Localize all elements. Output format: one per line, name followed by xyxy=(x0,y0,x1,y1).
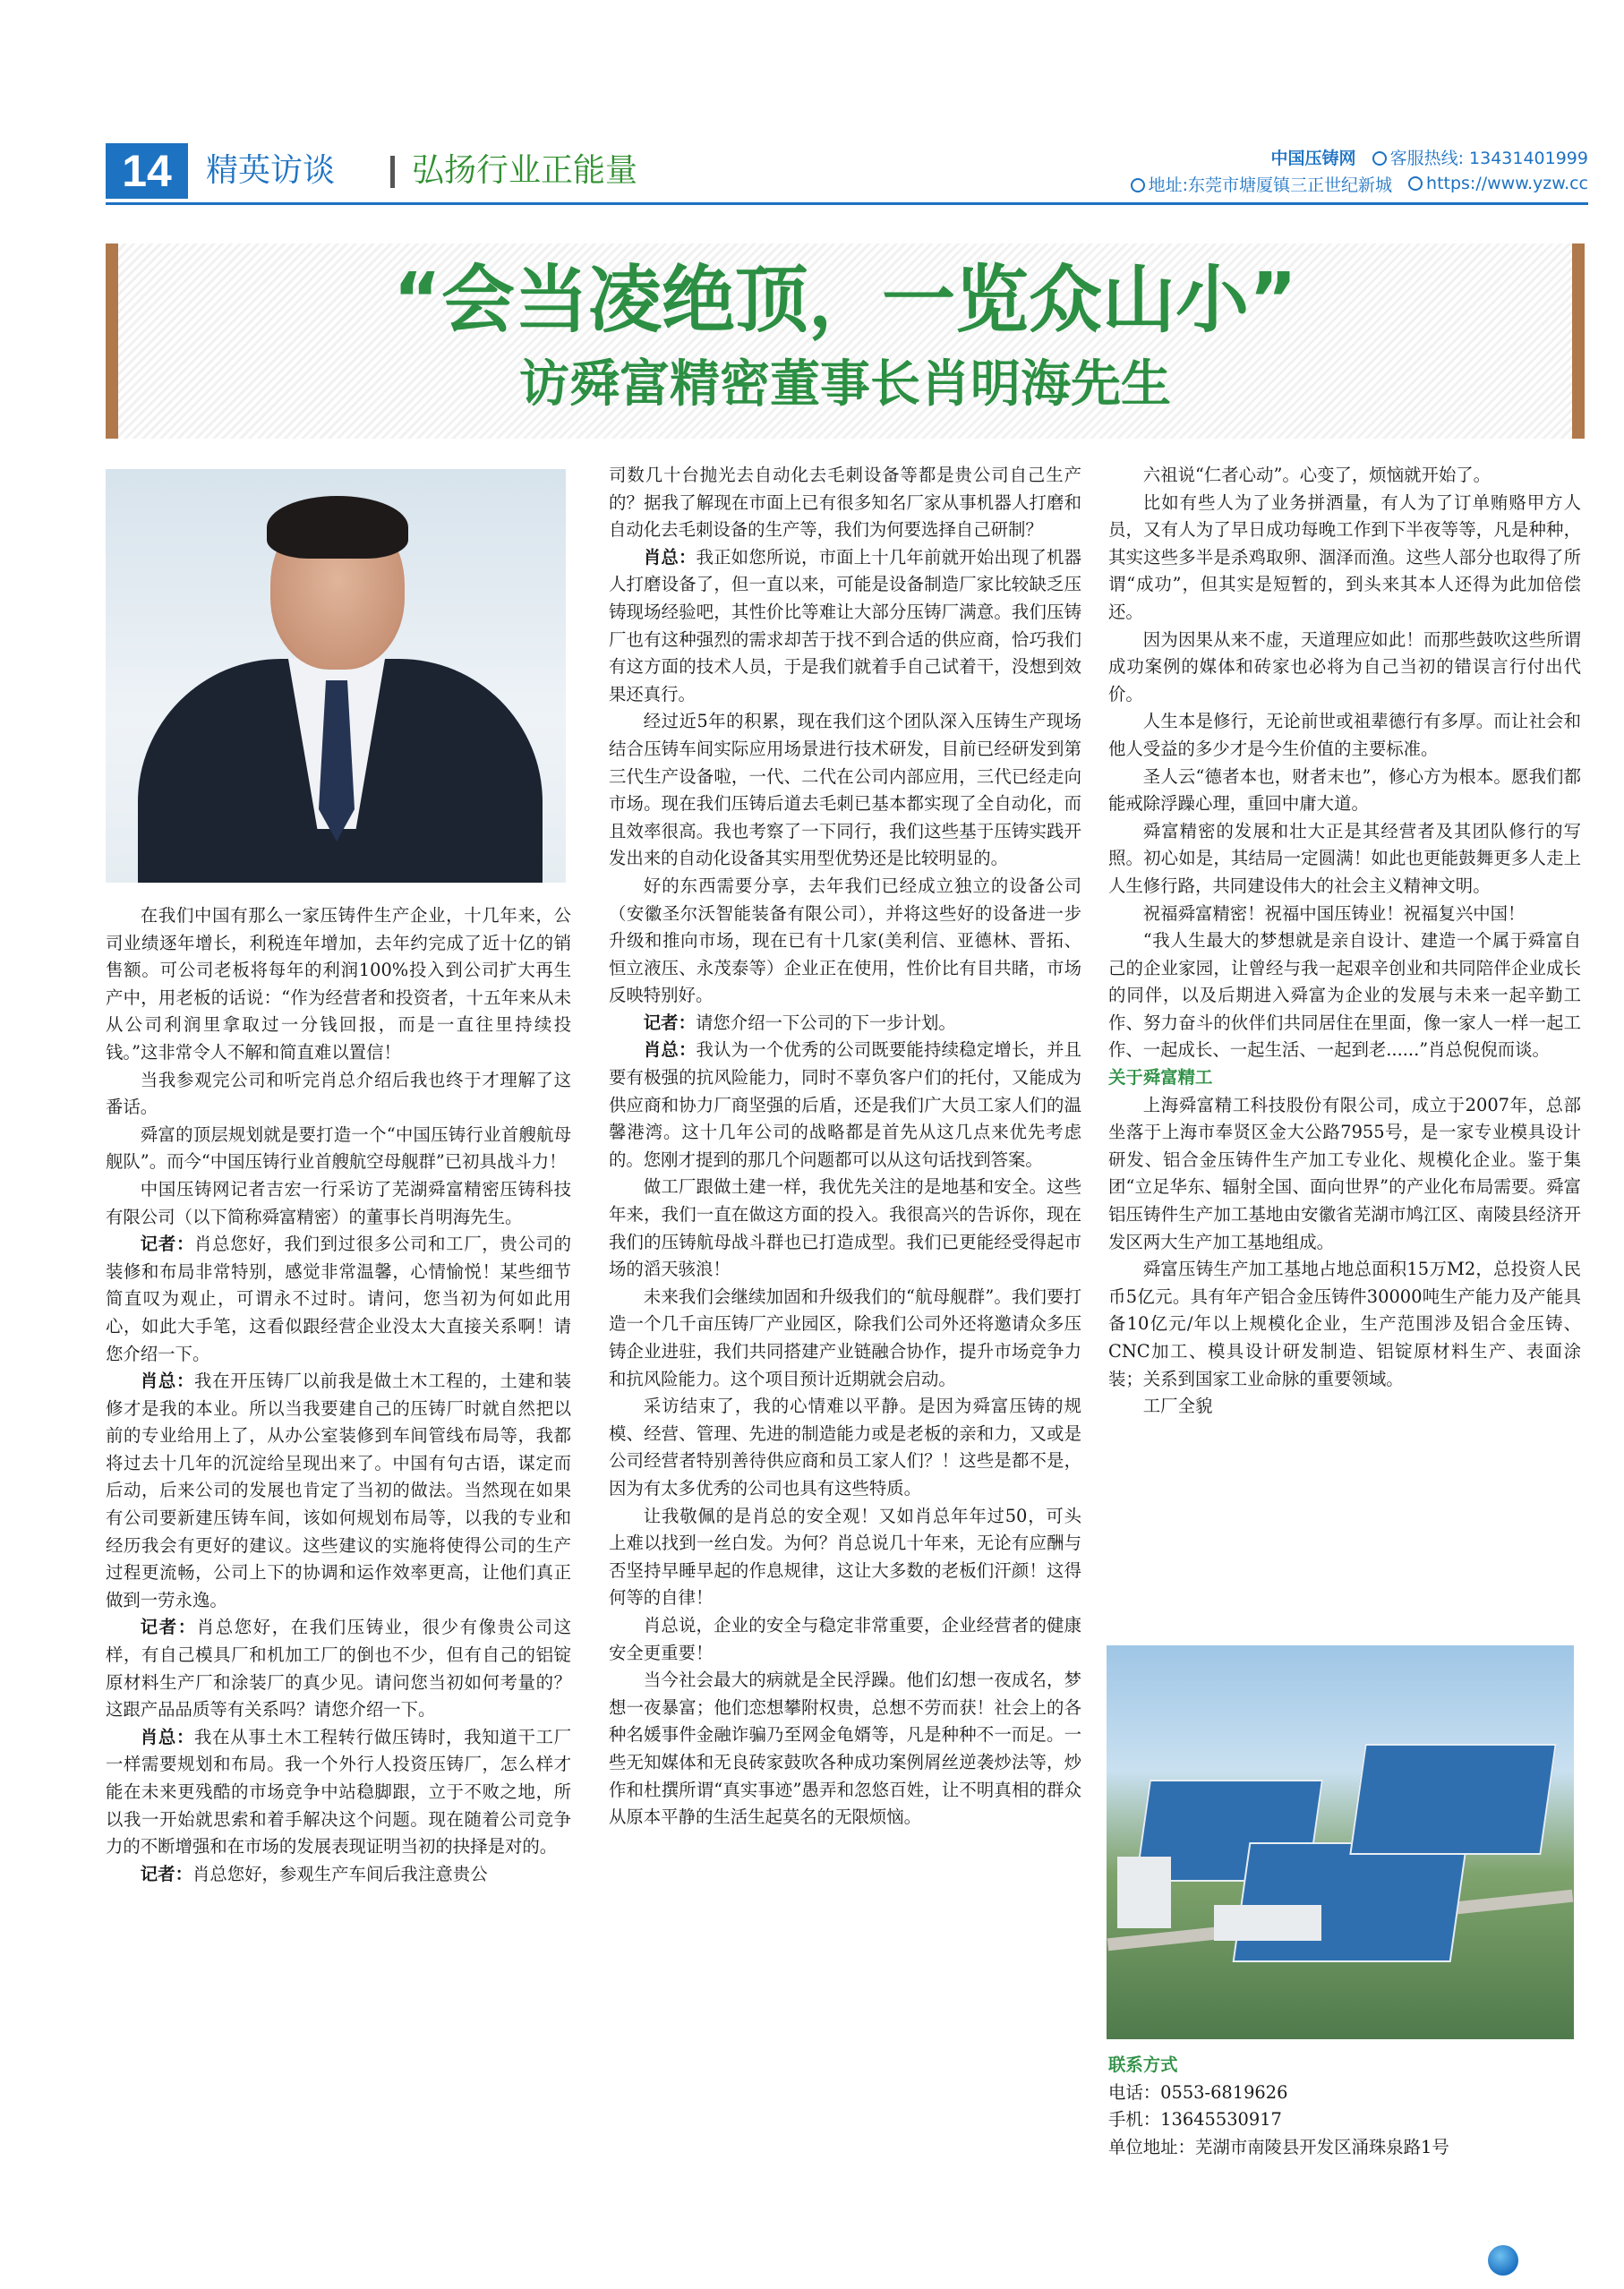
paragraph: 中国压铸网记者吉宏一行采访了芜湖舜富精密压铸科技有限公司（以下简称舜富精密）的董事长肖明海先生。 xyxy=(106,1178,571,1227)
question-text: 肖总您好，在我们压铸业，很少有像贵公司这样，有自己模具厂和机加工厂的倒也不少，但有自己的铝锭原材料生产厂和涂装厂的真少见。请问您当初如何考量的？这跟产品品质等有关系吗？请您介绍一下。 xyxy=(106,1617,572,1721)
answer xyxy=(106,1724,571,1861)
question xyxy=(609,1010,1081,1038)
banner-edge-right xyxy=(1572,243,1585,439)
page-number: 14 xyxy=(106,143,188,199)
address-label: 地址: xyxy=(1148,175,1189,195)
paragraph: 比如有些人为了业务拼酒量，有人为了订单贿赂甲方人员，又有人为了早日成功每晚工作到下半夜等等，凡是种种，其实这些多半是杀鸡取卵、涸泽而渔。这些人部分也取得了所谓“成功”，但其实是短暂的，到头来其本人还得为此加倍偿还。 xyxy=(1108,491,1581,622)
interviewee-label: 肖总： xyxy=(643,546,697,568)
interviewee-label: 肖总： xyxy=(140,1726,195,1747)
answer xyxy=(106,1368,571,1614)
question xyxy=(106,1614,571,1723)
question-text: 肖总您好，参观生产车间后我注意贵公 xyxy=(192,1863,488,1884)
paragraph: 采访结束了，我的心情难以平静。是因为舜富压铸的规模、经营、管理、先进的制造能力或是老板的亲和力，又或是公司经营者特别善待供应商和员工家人们？！这些是都不是，因为有太多优秀的公司也具有这些特质。 xyxy=(609,1396,1081,1499)
paragraph: 舜富压铸生产加工基地占地总面积15万M2，总投资人民币5亿元。具有年产铝合金压铸件30000吨生产能力及产能具备10亿元/年以上规模化企业，生产范围涉及铝合金压铸、CNC加工、模具设计研发制造、铝锭原材料生产、表面涂装；关系到国家工业命脉的重要领域。 xyxy=(1108,1259,1581,1389)
quote-paragraph: “我人生最大的梦想就是亲自设计、建造一个属于舜富自己的企业家园，让曾经与我一起艰辛创业和共同陪伴企业成长的同伴，以及后期进入舜富为企业的发展与未来一起辛勤工作、努力奋斗的伙伴们共同居住在里面，像一家人一样一起工作、一起成长、一起生活、一起到老......”肖总倪倪而谈。 xyxy=(1108,930,1581,1061)
paragraph: 当我参观完公司和听完肖总介绍后我也终于才理解了这番话。 xyxy=(106,1069,571,1118)
header-address: 东莞市塘厦镇三正世纪新城 xyxy=(1188,175,1393,195)
paragraph: 肖总说，企业的安全与稳定非常重要，企业经营者的健康安全更重要！ xyxy=(609,1614,1081,1663)
reporter-label: 记者： xyxy=(140,1863,192,1884)
question xyxy=(106,1861,571,1889)
paragraph: 因为因果从来不虚，天道理应如此！而那些鼓吹这些所谓成功案例的媒体和砖家也必将为自己当初的错误言行付出代价。 xyxy=(1108,628,1581,705)
contact-heading: 联系方式 xyxy=(1108,2054,1178,2075)
brand-name: 中国压铸网 xyxy=(1270,148,1356,168)
location-icon xyxy=(1131,178,1145,192)
header-divider xyxy=(390,156,395,188)
paragraph: 未来我们会继续加固和升级我们的“航母舰群”。我们要打造一个几千亩压铸厂产业园区，除我们公司外还将邀请众多压铸企业进驻，我们共同搭建产业链融合协作，提升市场竞争力和抗风险能力。这个项目预计近期就会启动。 xyxy=(609,1285,1081,1389)
factory-photo xyxy=(1107,1645,1574,2039)
answer xyxy=(609,1037,1081,1174)
photo-caption: 工厂全貌 xyxy=(1142,1396,1213,1417)
contact-phone: 电话：0553-6819626 xyxy=(1108,2081,1288,2103)
contact-block xyxy=(1108,2052,1581,2161)
reporter-label: 记者： xyxy=(140,1617,197,1638)
reporter-label: 记者： xyxy=(643,1012,696,1033)
paragraph: 司数几十台抛光去自动化去毛刺设备等都是贵公司自己生产的？据我了解现在市面上已有很多知名厂家从事机器人打磨和自动化去毛刺设备的生产等，我们为何要选择自己研制？ xyxy=(609,465,1081,541)
contact-address: 单位地址：芜湖市南陵县开发区涌珠泉路1号 xyxy=(1108,2136,1449,2157)
paragraph: 舜富精密的发展和壮大正是其经营者及其团队修行的写照。初心如是，其结局一定圆满！如此也更能鼓舞更多人走上人生修行路，共同建设伟大的社会主义精神文明。 xyxy=(1108,820,1581,896)
hotline-label: 客服热线: xyxy=(1389,148,1464,168)
paragraph: 在我们中国有那么一家压铸件生产企业，十几年来，公司业绩逐年增长，利税连年增加，去年约完成了近十亿的销售额。可公司老板将每年的利润100%投入到公司扩大再生产中，用老板的话说：“作为经营者和投资者，十五年来从未从公司利润里拿取过一分钱回报，而是一直往里持续投钱。”这非常令人不解和简直难以置信！ xyxy=(106,905,571,1063)
page-header xyxy=(106,143,1588,199)
header-rule xyxy=(106,202,1588,205)
answer-text: 我认为一个优秀的公司既要能持续稳定增长，并且要有极强的抗风险能力，同时不辜负客户们的托付，又能成为供应商和协力厂商坚强的后盾，还是我们广大员工家人们的温馨港湾。这十几年公司的战略都是首先从这几点来优先考虑的。您刚才提到的那几个问题都可以从这句话找到答案。 xyxy=(609,1039,1082,1170)
paragraph: 当今社会最大的病就是全民浮躁。他们幻想一夜成名，梦想一夜暴富；他们恋想攀附权贵，总想不劳而获！社会上的各种名媛事件金融诈骗乃至网金龟婿等，凡是种种不一而足。一些无知媒体和无良砖家鼓吹各种成功案例屑丝逆袭炒法等，炒作和杜撰所谓“真实事迹”愚弄和忽悠百姓，让不明真相的群众从原本平静的生活生起莫名的无限烦恼。 xyxy=(609,1670,1081,1828)
paragraph: 做工厂跟做土建一样，我优先关注的是地基和安全。这些年来，我们一直在做这方面的投入。我很高兴的告诉你，现在我们的压铸航母战斗群也已打造成型。我们已更能经受得起市场的滔天骇浪！ xyxy=(609,1176,1081,1280)
paragraph: 六祖说“仁者心动”。心变了，烦恼就开始了。 xyxy=(1142,465,1492,485)
article-column-1 xyxy=(106,902,571,1888)
question-text: 肖总您好，我们到过很多公司和工厂，贵公司的装修和布局非常特别，感觉非常温馨，心情愉悦！某些细节简直叹为观止，可谓永不过时。请问，您当初为何如此用心，如此大手笔，这看似跟经营企业没太大直接关系啊！请您介绍一下。 xyxy=(106,1234,572,1364)
interviewee-label: 肖总： xyxy=(140,1371,195,1392)
website-link[interactable]: https://www.yzw.cc xyxy=(1426,174,1588,193)
answer-text: 我正如您所说，市面上十几年前就开始出现了机器人打磨设备了，但一直以来，可能是设备制造厂家比较缺乏压铸现场经验吧，其性价比等难让大部分压铸厂满意。我们压铸厂也有这种强烈的需求却苦于找不到合适的供应商，恰巧我们有这方面的技术人员，于是我们就着手自己试着干，没想到效果还真行。 xyxy=(609,546,1082,705)
paragraph: 圣人云“德者本也，财者末也”，修心方为根本。愿我们都能戒除浮躁心理，重回中庸大道。 xyxy=(1108,765,1581,815)
corner-logo-icon xyxy=(1488,2245,1518,2276)
paragraph: 舜富的顶层规划就是要打造一个“中国压铸行业首艘航母舰队”。而今“中国压铸行业首艘航空母舰群”已初具战斗力！ xyxy=(106,1123,571,1173)
answer xyxy=(609,544,1081,709)
portrait-photo xyxy=(106,469,566,883)
header-contact xyxy=(1087,143,1588,197)
question xyxy=(106,1231,571,1368)
reporter-label: 记者： xyxy=(140,1234,195,1255)
globe-icon xyxy=(1408,176,1423,191)
paragraph: 祝福舜富精密！祝福中国压铸业！祝福复兴中国！ xyxy=(1142,902,1526,924)
article-column-2 xyxy=(609,462,1081,1832)
question-text: 请您介绍一下公司的下一步计划。 xyxy=(695,1012,956,1033)
phone-icon xyxy=(1372,151,1387,166)
paragraph: 人生本是修行，无论前世或祖辈德行有多厚。而让社会和他人受益的多少才是今生价值的主要标准。 xyxy=(1108,711,1581,759)
section-subtitle: 弘扬行业正能量 xyxy=(412,152,638,189)
article-title: “会当凌绝顶，一览众山小” xyxy=(393,258,1297,343)
banner-edge-left xyxy=(106,243,118,439)
paragraph: 好的东西需要分享，去年我们已经成立独立的设备公司（安徽圣尔沃智能装备有限公司），并将这些好的设备进一步升级和推向市场，现在已有十几家(美利信、亚德林、晋拓、恒立液压、永茂泰等）企业正在使用，性价比有目共睹，市场反映特别好。 xyxy=(609,875,1081,1006)
section-title: 精英访谈 xyxy=(206,152,336,189)
paragraph: 让我敬佩的是肖总的安全观！又如肖总年年过50，可头上难以找到一丝白发。为何？肖总说几十年来，无论有应酬与否坚持早睡早起的作息规律，这让大多数的老板们汗颜！这得何等的自律！ xyxy=(609,1505,1081,1609)
paragraph: 上海舜富精工科技股份有限公司，成立于2007年，总部坐落于上海市奉贤区金大公路7955号，是一家专业模具设计研发、铝合金压铸件生产加工专业化、规模化企业。鉴于集团“立足华东、辐射全国、面向世界”的产业化布局需要。舜富铝压铸件生产加工基地由安徽省芜湖市鸠江区、南陵县经济开发区两大生产加工基地组成。 xyxy=(1108,1094,1581,1252)
interviewee-label: 肖总： xyxy=(643,1039,697,1061)
answer-text: 我在开压铸厂以前我是做土木工程的，土建和装修才是我的本业。所以当我要建自己的压铸厂时就自然把以前的专业给用上了，从办公室装修到车间管线布局等，我都将过去十几年的沉淀给呈现出来了。中国有句古语，谋定而后动，后来公司的发展也肯定了当初的做法。当然现在如果有公司要新建压铸车间，该如何规划布局等，以我的专业和经历我会有更好的建议。这些建议的实施将使得公司的生产过程更流畅，公司上下的协调和运作效率更高，让他们真正做到一劳永逸。 xyxy=(106,1371,572,1610)
article-column-3 xyxy=(1108,462,1581,1421)
hotline-number[interactable]: 13431401999 xyxy=(1469,148,1588,168)
answer-text: 我在从事土木工程转行做压铸时，我知道干工厂一样需要规划和布局。我一个外行人投资压铸厂，怎么样才能在未来更残酷的市场竞争中站稳脚跟，立于不败之地，所以我一开始就思索和着手解决这个问题。现在随着公司竞争力的不断增强和在市场的发展表现证明当初的抉择是对的。 xyxy=(106,1726,572,1858)
paragraph: 经过近5年的积累，现在我们这个团队深入压铸生产现场结合压铸车间实际应用场景进行技术研发，目前已经研发到第三代生产设备啦，一代、二代在公司内部应用，三代已经走向市场。现在我们压铸后道去毛刺已基本都实现了全自动化，而且效率很高。我也考察了一下同行，我们这些基于压铸实践开发出来的自动化设备其实用型优势还是比较明显的。 xyxy=(609,711,1081,869)
article-subtitle: 访舜富精密董事长肖明海先生 xyxy=(519,355,1171,414)
hair-shape xyxy=(267,496,408,559)
about-heading: 关于舜富精工 xyxy=(1108,1067,1213,1089)
contact-mobile: 手机：13645530917 xyxy=(1108,2109,1282,2131)
